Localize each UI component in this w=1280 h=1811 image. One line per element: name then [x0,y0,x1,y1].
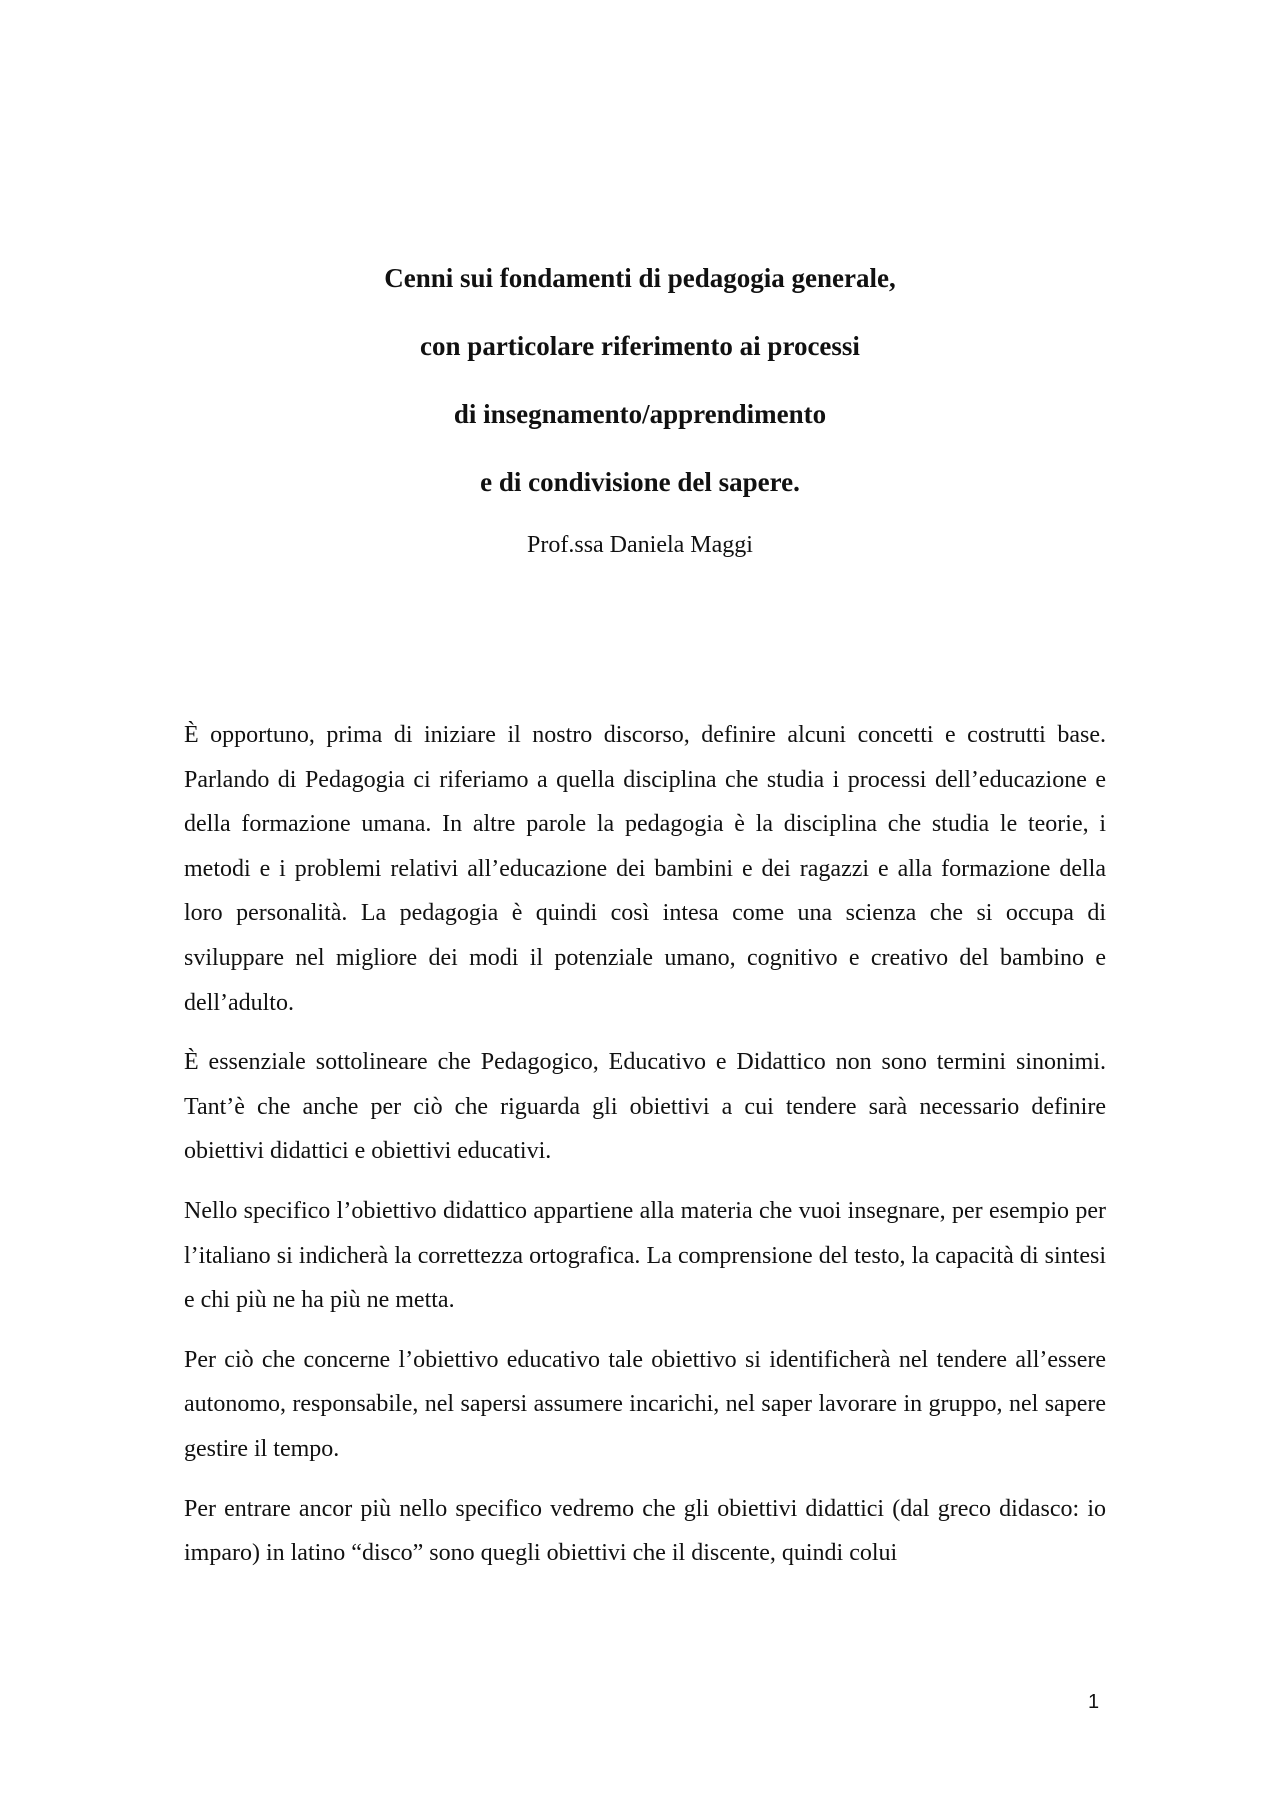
title-line-1: Cenni sui fondamenti di pedagogia generale, [384,263,896,293]
document-header [0,244,1280,560]
title-line-3: di insegnamento/apprendimento [453,399,827,429]
author-name: Prof.ssa Daniela Maggi [527,532,753,558]
title-line-2: con particolare riferimento ai processi [420,331,860,361]
paragraph-1: È opportuno, prima di iniziare il nostro discorso, definire alcuni concetti e costrutti base. Parlando di Pedagogia ci riferiamo a quella disciplina che studia i processi dell’educazione e della formazione umana. In altre parole la pedagogia è la disciplina che studia le teorie, i metodi e i problemi relativi all’educazione dei bambini e dei ragazzi e alla formazione della loro personalità. La pedagogia è quindi così intesa come una scienza che si occupa di sviluppare nel migliore dei modi il potenziale umano, cognitivo e creativo del bambino e dell’adulto. [184,722,1106,1016]
document-body [184,713,1106,1591]
page-number: 1 [1088,1691,1100,1713]
paragraph-3: Nello specifico l’obiettivo didattico appartiene alla materia che vuoi insegnare, per esempio per l’italiano si indicherà la correttezza ortografica. La comprensione del testo, la capacità di sintesi e chi più ne ha più ne metta. [184,1197,1106,1314]
title-line-4: e di condivisione del sapere. [480,467,800,497]
paragraph-5: Per entrare ancor più nello specifico vedremo che gli obiettivi didattici (dal greco didasco: io imparo) in latino “disco” sono quegli obiettivi che il discente, quindi colui [184,1495,1106,1567]
paragraph-2: È essenziale sottolineare che Pedagogico, Educativo e Didattico non sono termini sinonimi. Tant’è che anche per ciò che riguarda gli obiettivi a cui tendere sarà necessario definire obiettivi didattici e obiettivi educativi. [184,1049,1106,1165]
paragraph-4: Per ciò che concerne l’obiettivo educativo tale obiettivo si identificherà nel tendere all’essere autonomo, responsabile, nel sapersi assumere incarichi, nel saper lavorare in gruppo, nel sapere gestire il tempo. [184,1346,1106,1462]
